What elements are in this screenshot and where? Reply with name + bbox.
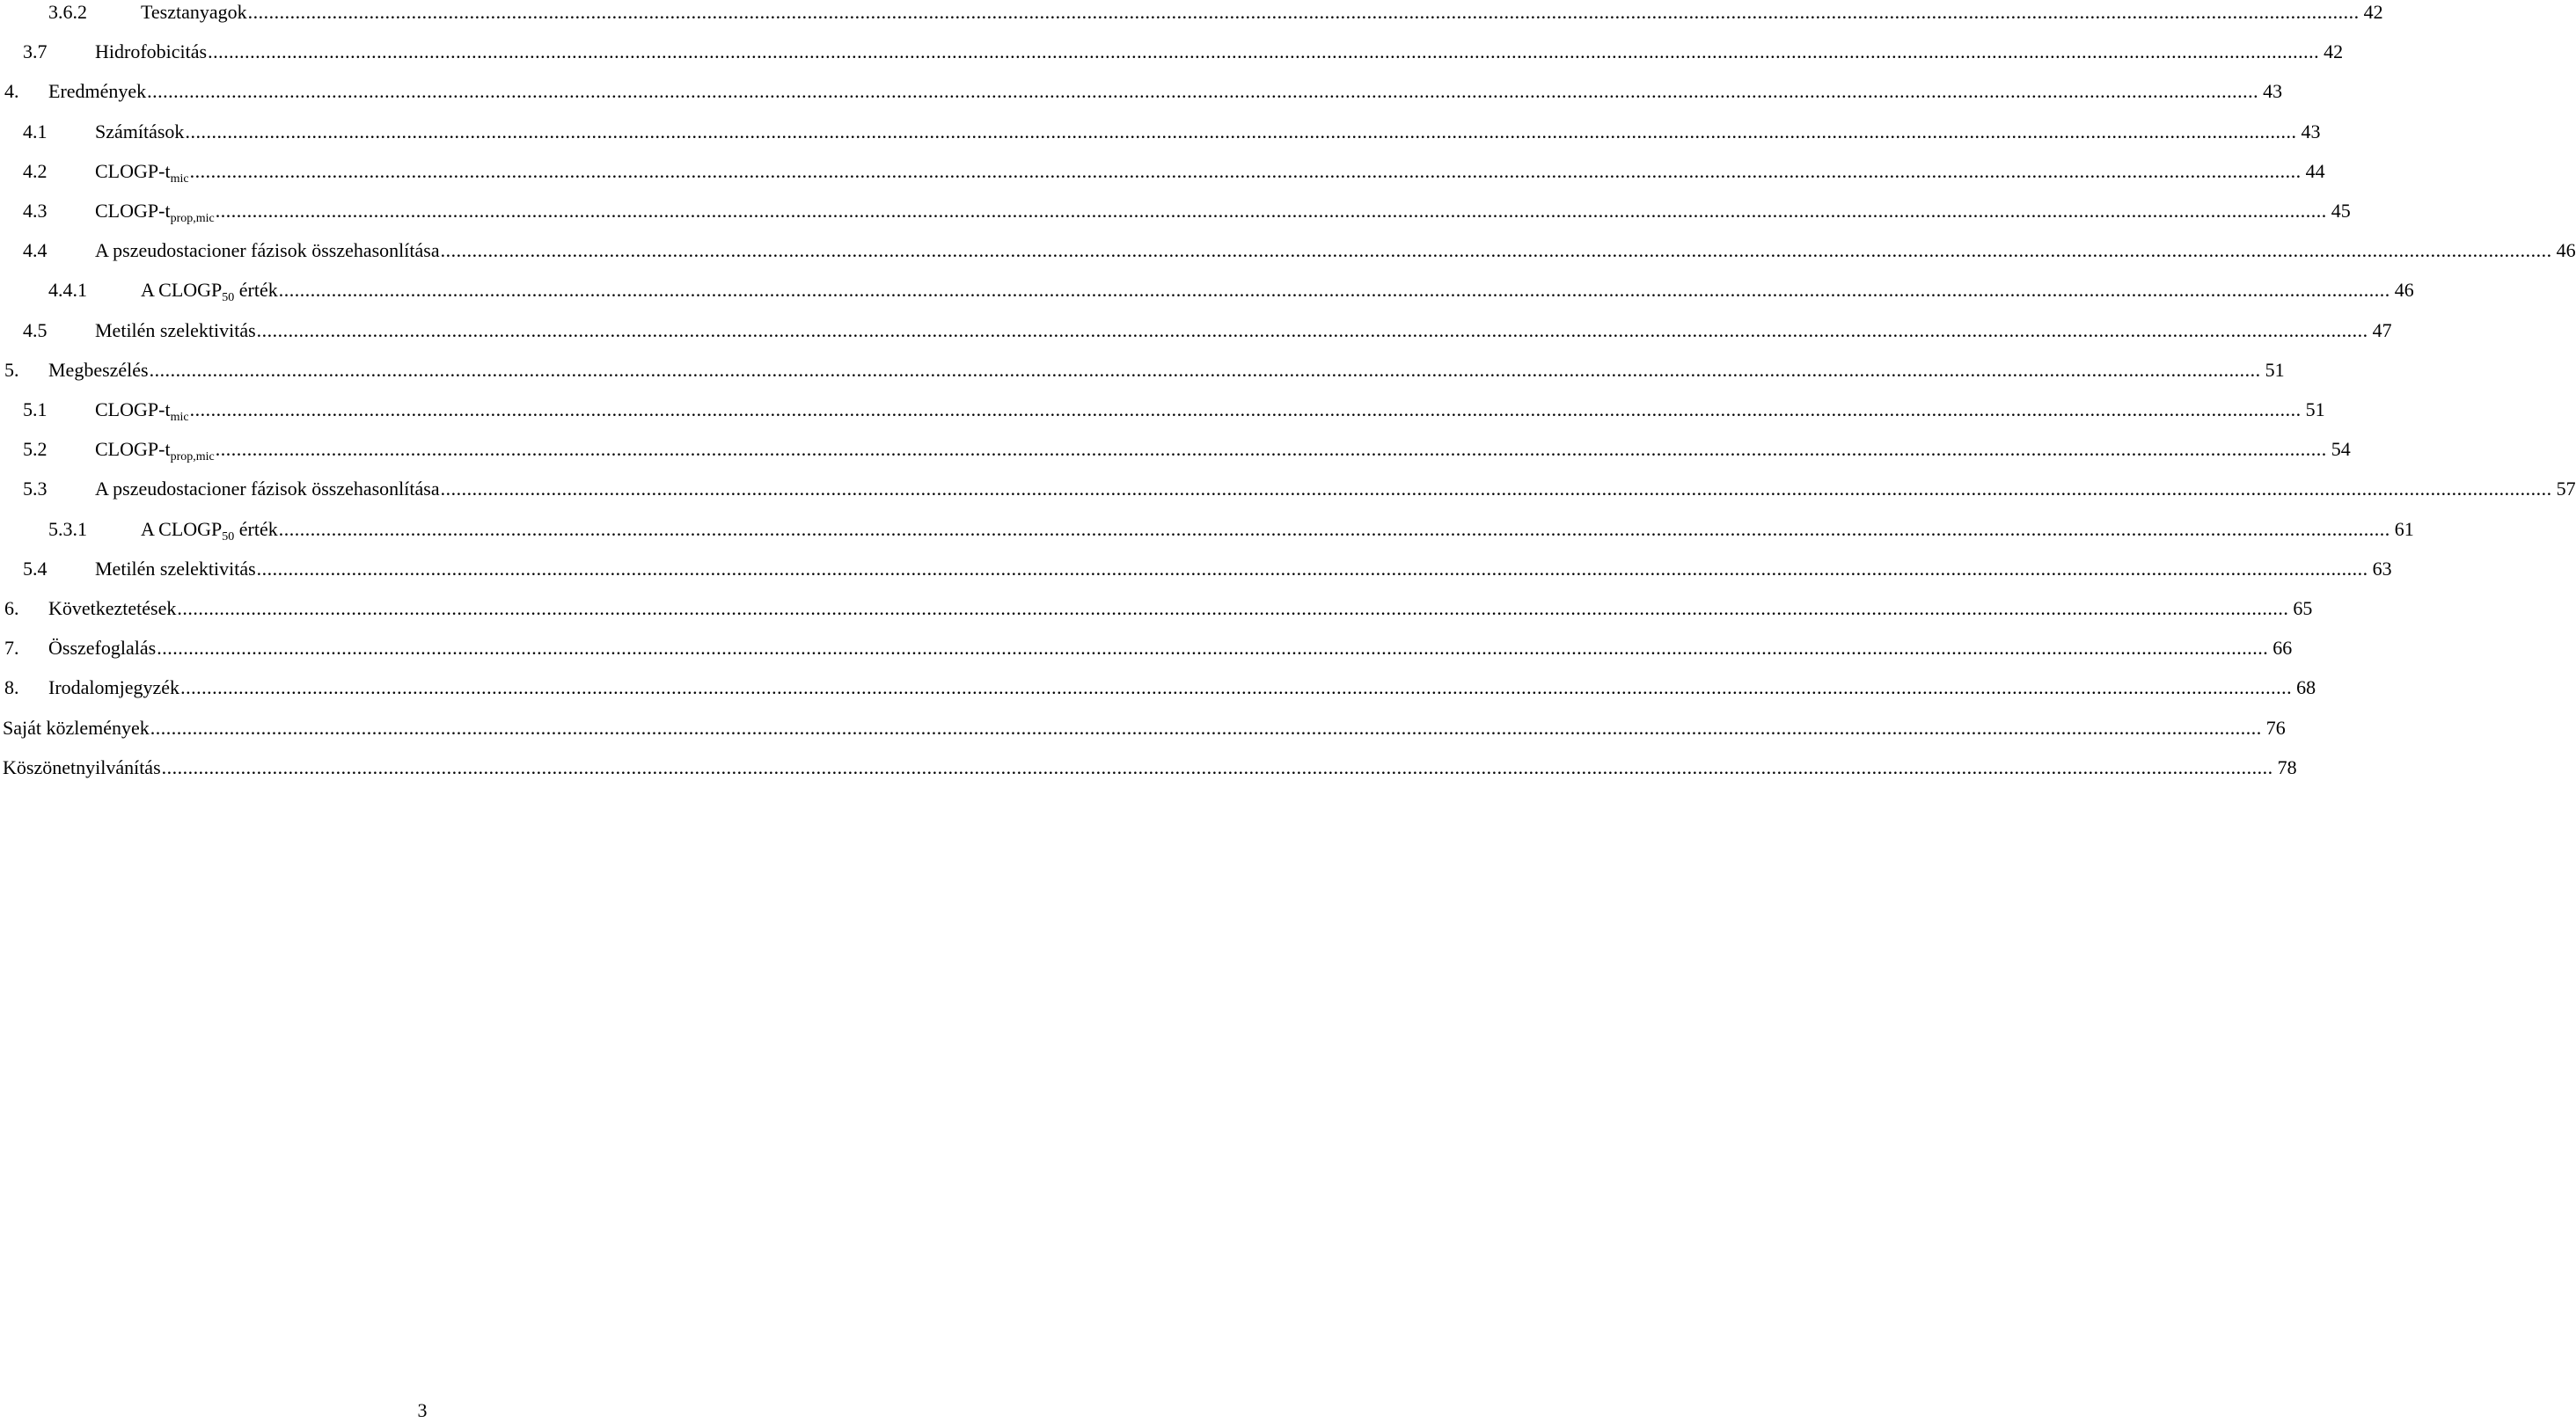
toc-entry-subscript: prop,mic [170, 212, 215, 225]
dot-leader: ................................................................................................................................................................................................................................................................................................................................................................................................................ [247, 1, 2360, 23]
toc-entry-subscript: mic [170, 411, 189, 424]
toc-entry[interactable] [0, 670, 2316, 705]
toc-entry-number: 4.4.1 [48, 279, 87, 302]
toc-entry-page: 66 [2272, 637, 2293, 660]
toc-entry-title-text: A pszeudostacioner fázisok összehasonlítása [95, 239, 440, 262]
toc-entry[interactable] [0, 74, 2283, 109]
toc-entry-page: 43 [2263, 80, 2283, 103]
toc-entry-page: 51 [2265, 358, 2285, 381]
toc-entry[interactable] [0, 512, 2414, 547]
dot-leader: ................................................................................................................................................................................................................................................................................................................................................................................................................ [177, 597, 2289, 619]
dot-leader: ................................................................................................................................................................................................................................................................................................................................................................................................................ [440, 239, 2552, 262]
toc-entry-title-text: Metilén szelektivitás [95, 318, 256, 341]
toc-entry-title [95, 34, 207, 69]
dot-leader: ................................................................................................................................................................................................................................................................................................................................................................................................................ [440, 478, 2552, 500]
toc-entry-title [48, 631, 156, 666]
toc-entry-title-text: A CLOGP [141, 517, 223, 540]
toc-entry-title-text: Köszönetnyilvánítás [3, 755, 161, 778]
dot-leader: ................................................................................................................................................................................................................................................................................................................................................................................................................ [278, 517, 2390, 540]
toc-entry[interactable] [0, 471, 2576, 507]
toc-entry[interactable] [0, 273, 2414, 308]
toc-entry-subscript: 50 [222, 529, 235, 544]
toc-entry-page: 57 [2556, 478, 2576, 500]
toc-entry-number: 5.2 [23, 438, 48, 461]
toc-entry-page: 68 [2296, 676, 2316, 699]
toc-entry-page: 46 [2556, 239, 2576, 262]
dot-leader: ................................................................................................................................................................................................................................................................................................................................................................................................................ [208, 40, 2320, 63]
toc-entry-page: 46 [2394, 279, 2414, 302]
dot-leader: ................................................................................................................................................................................................................................................................................................................................................................................................................ [185, 120, 2297, 142]
toc-entry-page: 43 [2301, 120, 2321, 142]
toc-entry-page: 78 [2277, 755, 2297, 778]
toc-entry-title-text: Saját közlemények [3, 716, 150, 739]
toc-entry-page: 42 [2324, 40, 2344, 63]
toc-entry[interactable] [0, 353, 2285, 388]
toc-entry-title [95, 432, 215, 467]
toc-entry-title-text: Tesztanyagok [141, 1, 247, 23]
toc-entry-title [48, 591, 176, 626]
toc-entry-title-text: A CLOGP [141, 279, 223, 302]
toc-entry-title-text: Hidrofobicitás [95, 40, 208, 63]
toc-entry-title-text: CLOGP-t [95, 200, 171, 222]
toc-entry-number: 3.7 [23, 40, 48, 63]
toc-entry-title-text: CLOGP-t [95, 398, 171, 420]
dot-leader: ................................................................................................................................................................................................................................................................................................................................................................................................................ [189, 159, 2302, 182]
toc-entry-title [141, 512, 278, 547]
toc-entry-subscript: prop,mic [170, 450, 215, 464]
toc-entry-title-text: CLOGP-t [95, 159, 171, 182]
toc-entry-title [95, 193, 215, 229]
toc-entry-page: 61 [2394, 517, 2414, 540]
toc-entry-number: 4.4 [23, 239, 48, 262]
dot-leader: ................................................................................................................................................................................................................................................................................................................................................................................................................ [278, 279, 2390, 302]
dot-leader: ................................................................................................................................................................................................................................................................................................................................................................................................................ [215, 200, 2327, 222]
toc-entry-number: 7. [4, 637, 19, 660]
toc-entry-number: 8. [4, 676, 19, 699]
toc-entry-number: 5.1 [23, 398, 48, 420]
toc-entry-title [48, 670, 179, 705]
toc-entry-number: 4.5 [23, 318, 48, 341]
toc-entry-title-text: Megbeszélés [48, 358, 149, 381]
toc-entry-page: 47 [2372, 318, 2392, 341]
toc-entry-subscript: mic [170, 171, 189, 186]
dot-leader: ................................................................................................................................................................................................................................................................................................................................................................................................................ [150, 716, 2262, 739]
toc-entry-page: 45 [2331, 200, 2351, 222]
dot-leader: ................................................................................................................................................................................................................................................................................................................................................................................................................ [189, 398, 2302, 420]
toc-entry-page: 42 [2363, 1, 2383, 23]
toc-entry[interactable] [0, 114, 2321, 150]
toc-entry-number: 4.1 [23, 120, 48, 142]
toc-entry-page: 51 [2305, 398, 2325, 420]
toc-entry-number: 5.3.1 [48, 517, 87, 540]
toc-entry-title [141, 0, 247, 30]
toc-entry-title [95, 114, 184, 150]
toc-entry-title [3, 711, 150, 746]
toc-entry-page: 44 [2305, 159, 2325, 182]
toc-entry-number: 4.3 [23, 200, 48, 222]
dot-leader: ................................................................................................................................................................................................................................................................................................................................................................................................................ [215, 438, 2327, 461]
toc-entry-title [95, 551, 256, 587]
toc-entry[interactable] [0, 432, 2351, 467]
toc-entry-number: 4.2 [23, 159, 48, 182]
toc-entry-number: 5. [4, 358, 19, 381]
toc-entry[interactable] [0, 154, 2325, 189]
toc-entry-title [3, 750, 161, 785]
toc-entry-title-text: Számítások [95, 120, 185, 142]
toc-entry[interactable] [0, 591, 2313, 626]
toc-entry-page: 65 [2293, 597, 2313, 619]
toc-entry[interactable] [0, 0, 2383, 30]
toc-entry-number: 3.6.2 [48, 1, 87, 23]
dot-leader: ................................................................................................................................................................................................................................................................................................................................................................................................................ [256, 557, 2368, 580]
toc-entry-title-text: Irodalomjegyzék [48, 676, 180, 699]
toc-entry-title [95, 471, 440, 507]
dot-leader: ................................................................................................................................................................................................................................................................................................................................................................................................................ [256, 318, 2368, 341]
toc-entry-subscript: 50 [222, 291, 235, 305]
toc-entry-page: 63 [2372, 557, 2392, 580]
dot-leader: ................................................................................................................................................................................................................................................................................................................................................................................................................ [147, 80, 2259, 103]
toc-entry-title [95, 313, 256, 348]
toc-entry[interactable] [0, 392, 2325, 427]
toc-entry-page: 76 [2265, 716, 2286, 739]
toc-entry-title [95, 392, 189, 427]
toc-entry-title [95, 154, 189, 189]
dot-leader: ................................................................................................................................................................................................................................................................................................................................................................................................................ [161, 755, 2273, 778]
toc-entry[interactable] [0, 551, 2392, 587]
toc-entry-title-text: CLOGP-t [95, 438, 171, 461]
toc-entry-title [48, 74, 146, 109]
toc-entry-title-text: Metilén szelektivitás [95, 557, 256, 580]
toc-entry-page: 54 [2331, 438, 2351, 461]
toc-entry-number: 5.4 [23, 557, 48, 580]
toc-entry-title [48, 353, 149, 388]
toc-entry[interactable] [0, 631, 2293, 666]
toc-entry-title [141, 273, 278, 308]
toc-entry[interactable] [0, 193, 2351, 229]
toc-entry-number: 4. [4, 80, 19, 103]
toc-entry[interactable] [0, 750, 2297, 785]
toc-entry[interactable] [0, 711, 2286, 746]
dot-leader: ................................................................................................................................................................................................................................................................................................................................................................................................................ [157, 637, 2269, 660]
toc-entry-title [95, 233, 440, 268]
toc-entry-title-text: A pszeudostacioner fázisok összehasonlítása [95, 478, 440, 500]
toc-entry-number: 5.3 [23, 478, 48, 500]
dot-leader: ................................................................................................................................................................................................................................................................................................................................................................................................................ [149, 358, 2261, 381]
dot-leader: ................................................................................................................................................................................................................................................................................................................................................................................................................ [180, 676, 2293, 699]
toc-entry-title-suffix: érték [234, 279, 278, 302]
toc-entry-title-text: Eredmények [48, 80, 147, 103]
toc-entry-title-suffix: érték [234, 517, 278, 540]
toc-entry-title-text: Összefoglalás [48, 637, 157, 660]
toc-entry[interactable] [0, 34, 2344, 69]
toc-entry[interactable] [0, 313, 2392, 348]
toc-entry[interactable] [0, 233, 2576, 268]
toc-entry-title-text: Következtetések [48, 597, 177, 619]
toc-entry-number: 6. [4, 597, 19, 619]
page-number: 3 [417, 1399, 428, 1421]
